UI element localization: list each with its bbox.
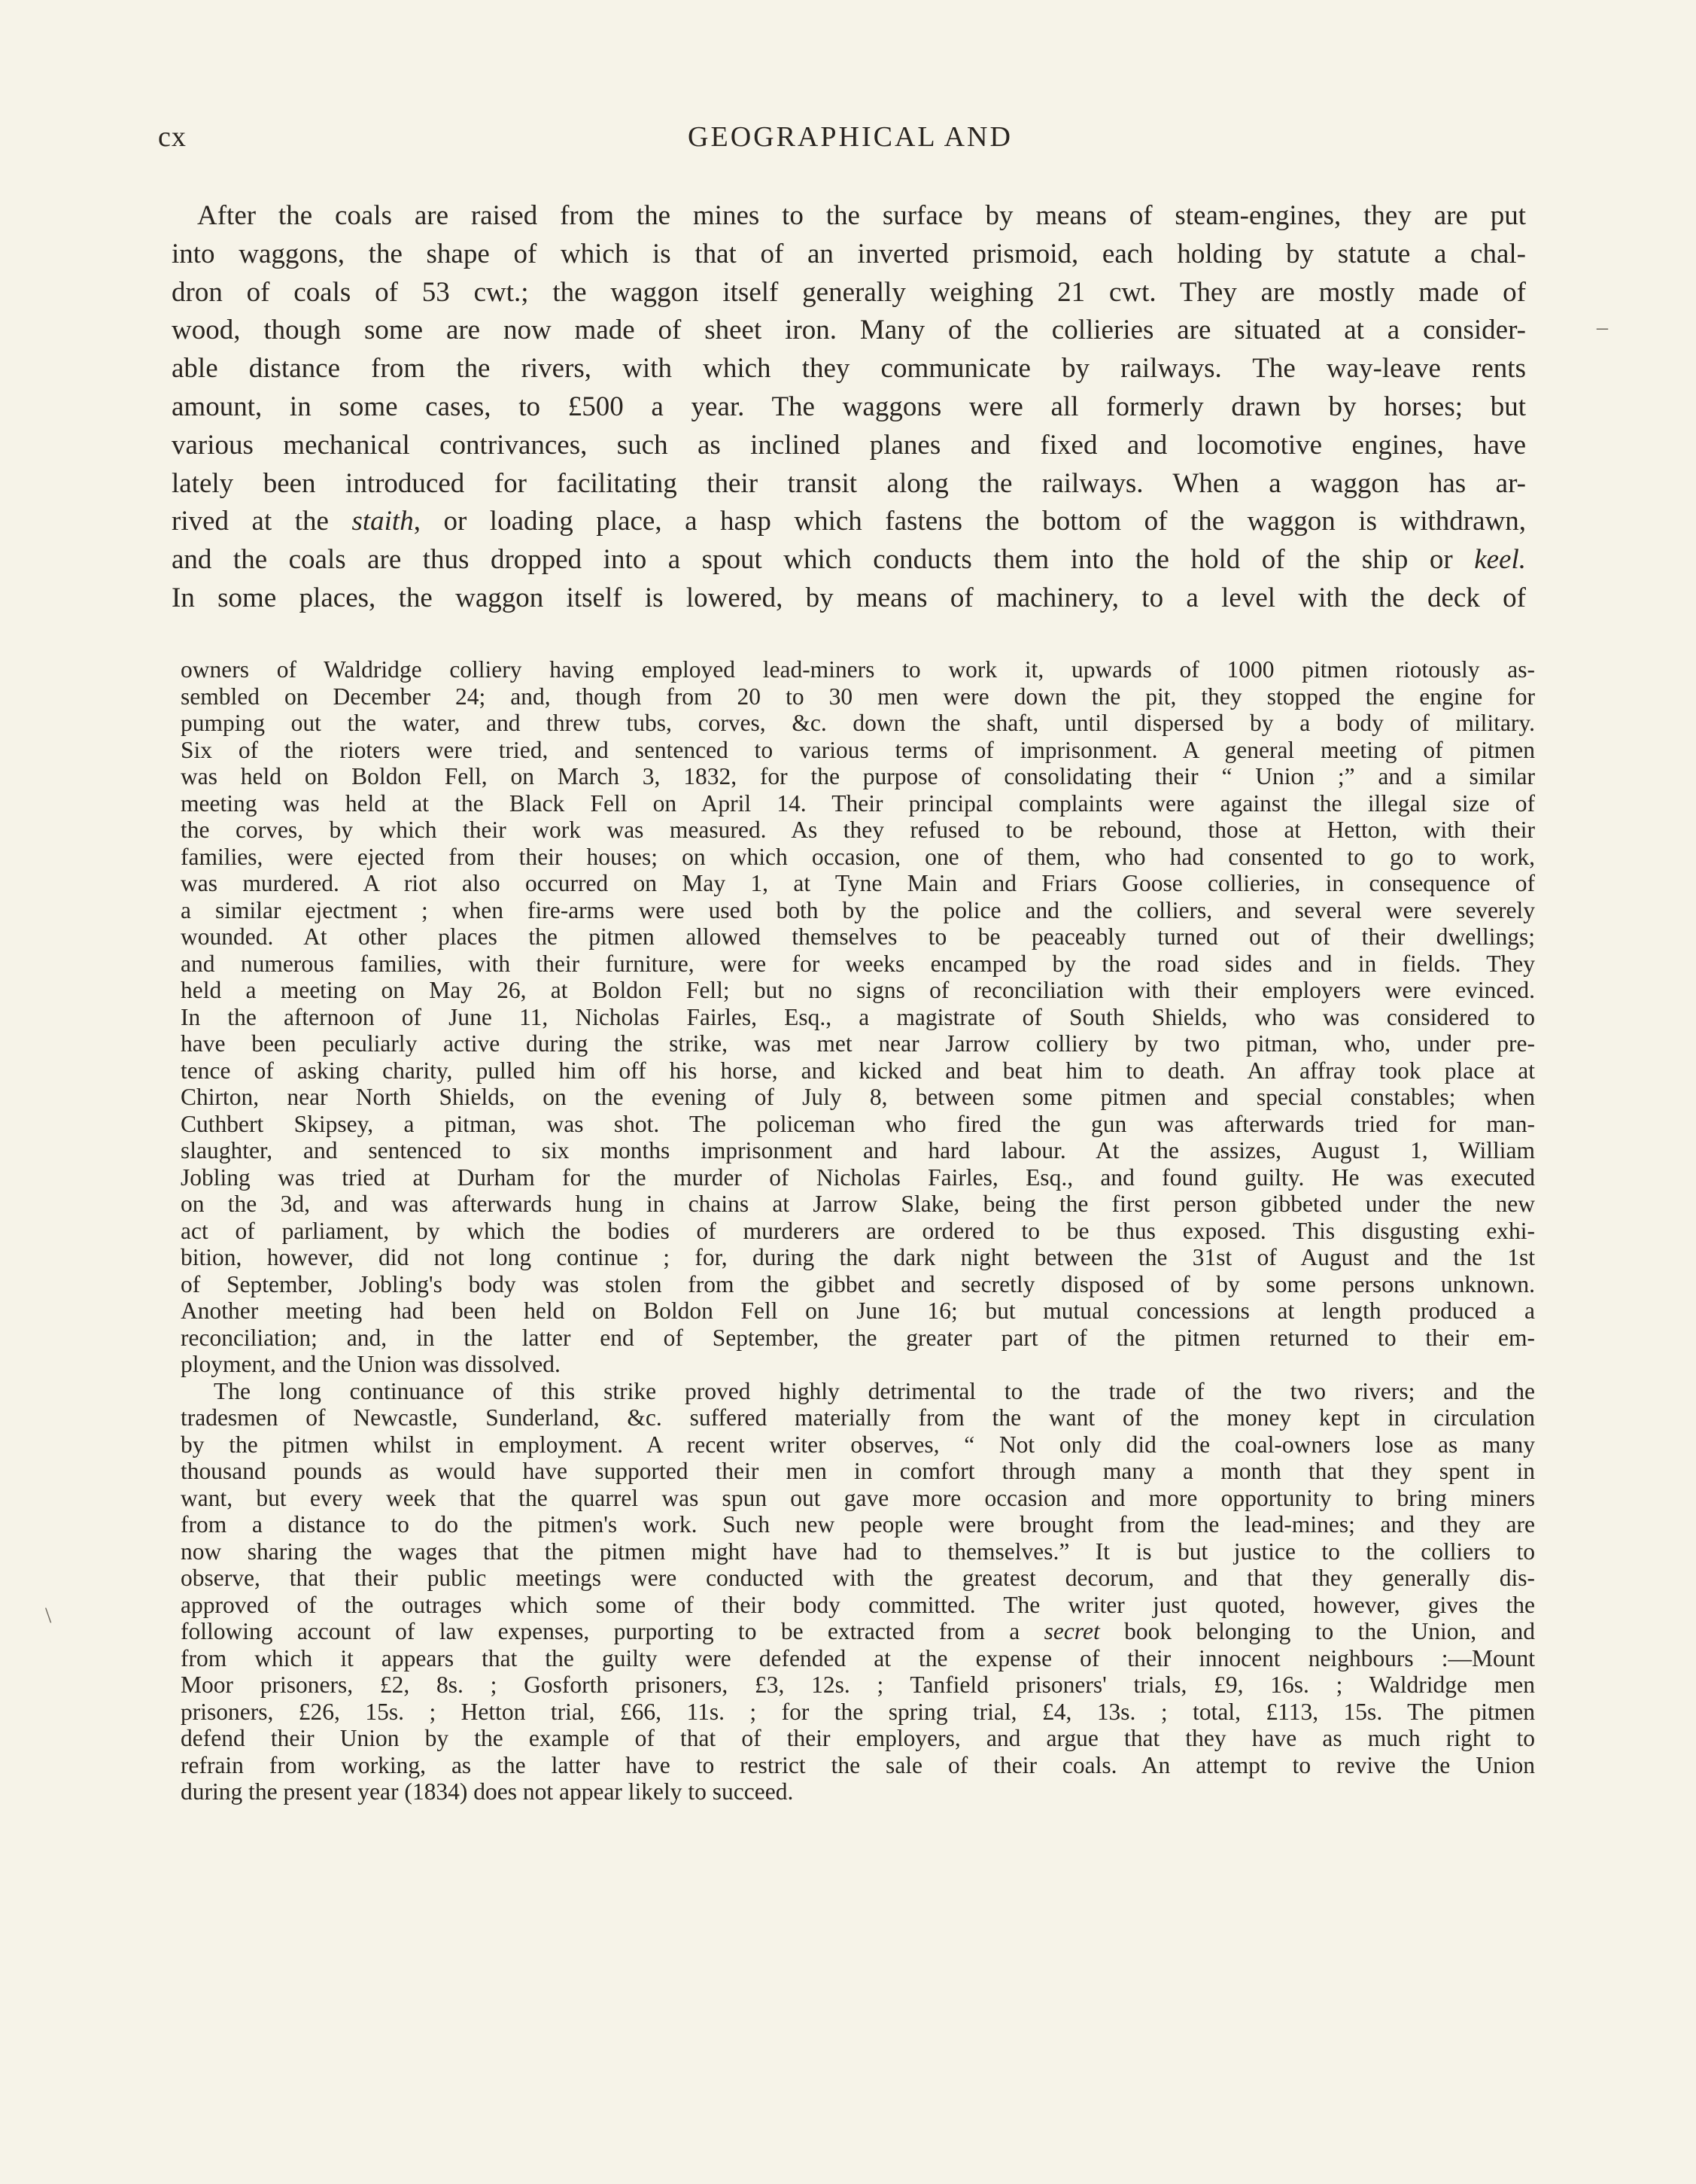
footnote-line [181, 1618, 1535, 1645]
footnote-line: want, but every week that the quarrel was spun out gave more occasion and more opportunity to bring miners [181, 1484, 1535, 1511]
main-text [172, 197, 1526, 618]
footnote-line: defend their Union by the example of that of their employers, and argue that they have as much right to [181, 1725, 1535, 1751]
footnote-line-part: following account of law expenses, purporting to be extracted from a [181, 1618, 1044, 1644]
secret-term: secret [1044, 1618, 1100, 1644]
main-line: dron of coals of 53 cwt.; the waggon itself generally weighing 21 cwt. They are mostly made of [172, 276, 1526, 308]
main-line [172, 503, 1526, 541]
page-number: cx [158, 121, 187, 153]
main-line [172, 541, 1526, 579]
footnote-line: now sharing the wages that the pitmen might have had to themselves.” It is but justice to the colliers to [181, 1538, 1535, 1565]
footnote-line: during the present year (1834) does not appear likely to succeed. [181, 1778, 794, 1805]
main-line: into waggons, the shape of which is that of an inverted prismoid, each holding by statute a chal- [172, 238, 1526, 269]
main-line: able distance from the rivers, with which they communicate by railways. The way-leave rents [172, 353, 1526, 385]
footnote-line: of September, Jobling's body was stolen from the gibbet and secretly disposed of by some persons unknown. [181, 1270, 1535, 1297]
footnote-line: Jobling was tried at Durham for the murder of Nicholas Fairles, Esq., and found guilty. He was executed [181, 1163, 1535, 1191]
footnote-line: thousand pounds as would have supported their men in comfort through many a month that they spent in [181, 1458, 1535, 1484]
footnote-line: from a distance to do the pitmen's work. Such new people were brought from the lead-mines; and they are [181, 1511, 1535, 1538]
margin-backslash-mark: \ [45, 1603, 52, 1628]
footnote-line: reconciliation; and, in the latter end of September, the greater part of the pitmen returned to their em- [181, 1324, 1535, 1351]
footnote-line: In the afternoon of June 11, Nicholas Fairles, Esq., a magistrate of South Shields, who was considered to [181, 1003, 1535, 1030]
footnote-line: Cuthbert Skipsey, a pitman, was shot. The policeman who fired the gun was afterwards tried for man- [181, 1110, 1535, 1137]
footnote-line: prisoners, £26, 15s. ; Hetton trial, £66, 11s. ; for the spring trial, £4, 13s. ; total, £113, 15s. The pitmen [181, 1698, 1535, 1725]
footnote-line: was held on Boldon Fell, on March 3, 1832, for the purpose of consolidating their “ Union ;” and a similar [181, 763, 1535, 789]
footnote-line: Six of the rioters were tried, and sentenced to various terms of imprisonment. A general meeting of pitmen [181, 736, 1535, 763]
footnote-line: held a meeting on May 26, at Boldon Fell; but no signs of reconciliation with their employers were evinced. [181, 977, 1535, 1003]
footnote-line: by the pitmen whilst in employment. A recent writer observes, “ Not only did the coal-owners lose as many [181, 1431, 1535, 1458]
main-line: After the coals are raised from the mines to the surface by means of steam-engines, they are put [197, 200, 1526, 231]
footnote-line: wounded. At other places the pitmen allowed themselves to be peaceably turned out of their dwellings; [181, 923, 1535, 950]
footnote-line: observe, that their public meetings were conducted with the greatest decorum, and that they generally dis- [181, 1565, 1535, 1591]
footnote-line: meeting was held at the Black Fell on April 14. Their principal complaints were against the illegal size of [181, 789, 1535, 817]
footnote-line: a similar ejectment ; when fire-arms were used both by the police and the colliers, and several were severely [181, 896, 1535, 923]
footnote-line: bition, however, did not long continue ; for, during the dark night between the 31st of August and the 1st [181, 1244, 1535, 1270]
main-line-part: , or loading place, a hasp which fastens the bottom of the waggon is withdrawn, [413, 506, 1526, 537]
margin-dash-mark: – [1597, 315, 1608, 339]
main-line-part: rived at the [172, 506, 352, 537]
main-line-part: and the coals are thus dropped into a spout which conducts them into the hold of the ship or [172, 544, 1475, 576]
footnote-text [181, 656, 1535, 1805]
running-head: GEOGRAPHICAL AND [688, 121, 1013, 153]
page-header [158, 120, 1543, 166]
footnote-line: have been peculiarly active during the strike, was met near Jarrow colliery by two pitman, who, under pre- [181, 1030, 1535, 1057]
footnote-line: tradesmen of Newcastle, Sunderland, &c. suffered materially from the want of the money kept in circulation [181, 1404, 1535, 1431]
staith-term: staith [351, 506, 414, 537]
footnote-line: Moor prisoners, £2, 8s. ; Gosforth prisoners, £3, 12s. ; Tanfield prisoners' trials, £9, 16s. ; Waldridge men [181, 1671, 1535, 1698]
footnote-line: refrain from working, as the latter have to restrict the sale of their coals. An attempt to revive the Union [181, 1751, 1535, 1778]
footnote-line: sembled on December 24; and, though from 20 to 30 men were down the pit, they stopped the engine for [181, 683, 1535, 710]
main-line: lately been introduced for facilitating their transit along the railways. When a waggon has ar- [172, 467, 1526, 499]
footnote-line: Another meeting had been held on Boldon Fell on June 16; but mutual concessions at length produced a [181, 1297, 1535, 1324]
footnote-line: on the 3d, and was afterwards hung in chains at Jarrow Slake, being the first person gibbeted under the new [181, 1191, 1535, 1217]
footnote-line-part: book belonging to the Union, and [1099, 1618, 1535, 1644]
main-line: wood, though some are now made of sheet iron. Many of the collieries are situated at a consider- [172, 315, 1526, 346]
footnote-line: pumping out the water, and threw tubs, corves, &c. down the shaft, until dispersed by a body of military. [181, 710, 1535, 736]
footnote-line: owners of Waldridge colliery having employed lead-miners to work it, upwards of 1000 pitmen riotously as- [181, 656, 1535, 683]
footnote-line: act of parliament, by which the bodies of murderers are ordered to be thus exposed. This disgusting exhi- [181, 1217, 1535, 1244]
main-line: In some places, the waggon itself is lowered, by means of machinery, to a level with the deck of [172, 582, 1526, 613]
footnote-line: The long continuance of this strike proved highly detrimental to the trade of the two rivers; and the [214, 1377, 1535, 1404]
footnote-line: was murdered. A riot also occurred on May 1, at Tyne Main and Friars Goose collieries, in consequence of [181, 870, 1535, 896]
main-line: various mechanical contrivances, such as inclined planes and fixed and locomotive engines, have [172, 429, 1526, 461]
footnote-line: and numerous families, with their furniture, were for weeks encamped by the road sides and in fields. They [181, 950, 1535, 977]
footnote-line: ployment, and the Union was dissolved. [181, 1351, 561, 1377]
main-line: amount, in some cases, to £500 a year. The waggons were all formerly drawn by horses; but [172, 391, 1526, 422]
footnote-line: Chirton, near North Shields, on the evening of July 8, between some pitmen and special constables; when [181, 1084, 1535, 1110]
footnote-line: the corves, by which their work was measured. As they refused to be rebound, those at Hetton, with their [181, 817, 1535, 843]
footnote-line: slaughter, and sentenced to six months imprisonment and hard labour. At the assizes, August 1, William [181, 1137, 1535, 1163]
footnote-line: from which it appears that the guilty were defended at the expense of their innocent neighbours :—Mount [181, 1644, 1535, 1671]
footnote-line: approved of the outrages which some of their body committed. The writer just quoted, however, gives the [181, 1591, 1535, 1618]
footnote-line: families, were ejected from their houses; on which occasion, one of them, who had consented to go to work, [181, 843, 1535, 870]
footnote-line: tence of asking charity, pulled him off his horse, and kicked and beat him to death. An affray took place at [181, 1057, 1535, 1084]
keel-term: keel. [1474, 544, 1526, 576]
